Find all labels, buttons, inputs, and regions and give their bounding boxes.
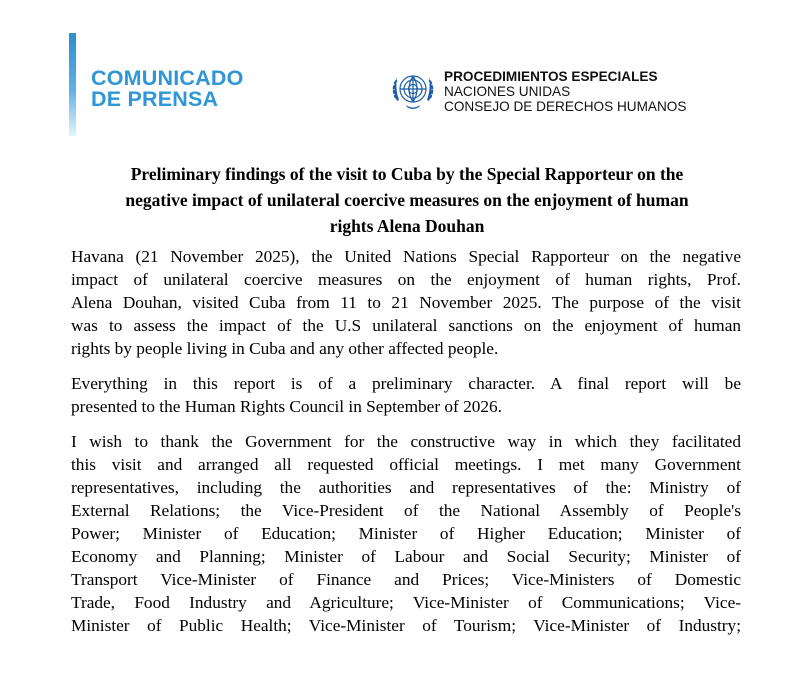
title-line: rights Alena Douhan [329, 216, 485, 236]
text-line: was to assess the impact of the U.S unilateral sanctions on the enjoyment of human [71, 316, 741, 335]
title-line: Preliminary findings of the visit to Cuba by the Special Rapporteur on the [130, 164, 684, 184]
text-line: Alena Douhan, visited Cuba from 11 to 21 November 2025. The purpose of the visit [71, 293, 741, 312]
text-line: Trade, Food Industry and Agriculture; Vice-Minister of Communications; Vice- [71, 593, 741, 612]
organization-block [444, 69, 686, 114]
un-emblem-icon [389, 69, 437, 113]
press-release-header [0, 0, 800, 145]
text-line: External Relations; the Vice-President of the National Assembly of People's [71, 501, 741, 520]
org-name-line-2: NACIONES UNIDAS [444, 84, 571, 99]
press-release-label [91, 68, 244, 110]
text-line: Economy and Planning; Minister of Labour and Social Security; Minister of [71, 547, 741, 566]
press-label-line-2: DE PRENSA [91, 87, 219, 111]
press-label-line-1: COMUNICADO [91, 66, 244, 90]
text-line: Transport Vice-Minister of Finance and Prices; Vice-Ministers of Domestic [71, 570, 741, 589]
text-line: rights by people living in Cuba and any other affected people. [71, 339, 499, 358]
text-line: Power; Minister of Education; Minister of Higher Education; Minister of [71, 524, 741, 543]
text-line: representatives, including the authorities and representatives of the: Ministry of [71, 478, 741, 497]
document-title [72, 161, 742, 239]
text-line: impact of unilateral coercive measures on the enjoyment of human rights, Prof. [71, 270, 741, 289]
org-name-line-1: PROCEDIMIENTOS ESPECIALES [444, 69, 658, 84]
paragraph-preliminary [71, 372, 741, 418]
text-line: Everything in this report is of a preliminary character. A final report will be [71, 374, 741, 393]
text-line: I wish to thank the Government for the constructive way in which they facilitated [71, 432, 741, 451]
org-name-line-3: CONSEJO DE DERECHOS HUMANOS [444, 99, 687, 114]
text-line: presented to the Human Rights Council in September of 2026. [71, 397, 503, 416]
paragraph-thanks [71, 430, 741, 637]
text-line: this visit and arranged all requested official meetings. I met many Government [71, 455, 741, 474]
accent-bar [69, 33, 76, 136]
paragraph-intro [71, 245, 741, 360]
title-line: negative impact of unilateral coercive measures on the enjoyment of human [125, 190, 689, 210]
text-line: Havana (21 November 2025), the United Nations Special Rapporteur on the negative [71, 247, 741, 266]
text-line: Minister of Public Health; Vice-Minister of Tourism; Vice-Minister of Industry; [71, 616, 741, 635]
document-body [71, 245, 741, 649]
